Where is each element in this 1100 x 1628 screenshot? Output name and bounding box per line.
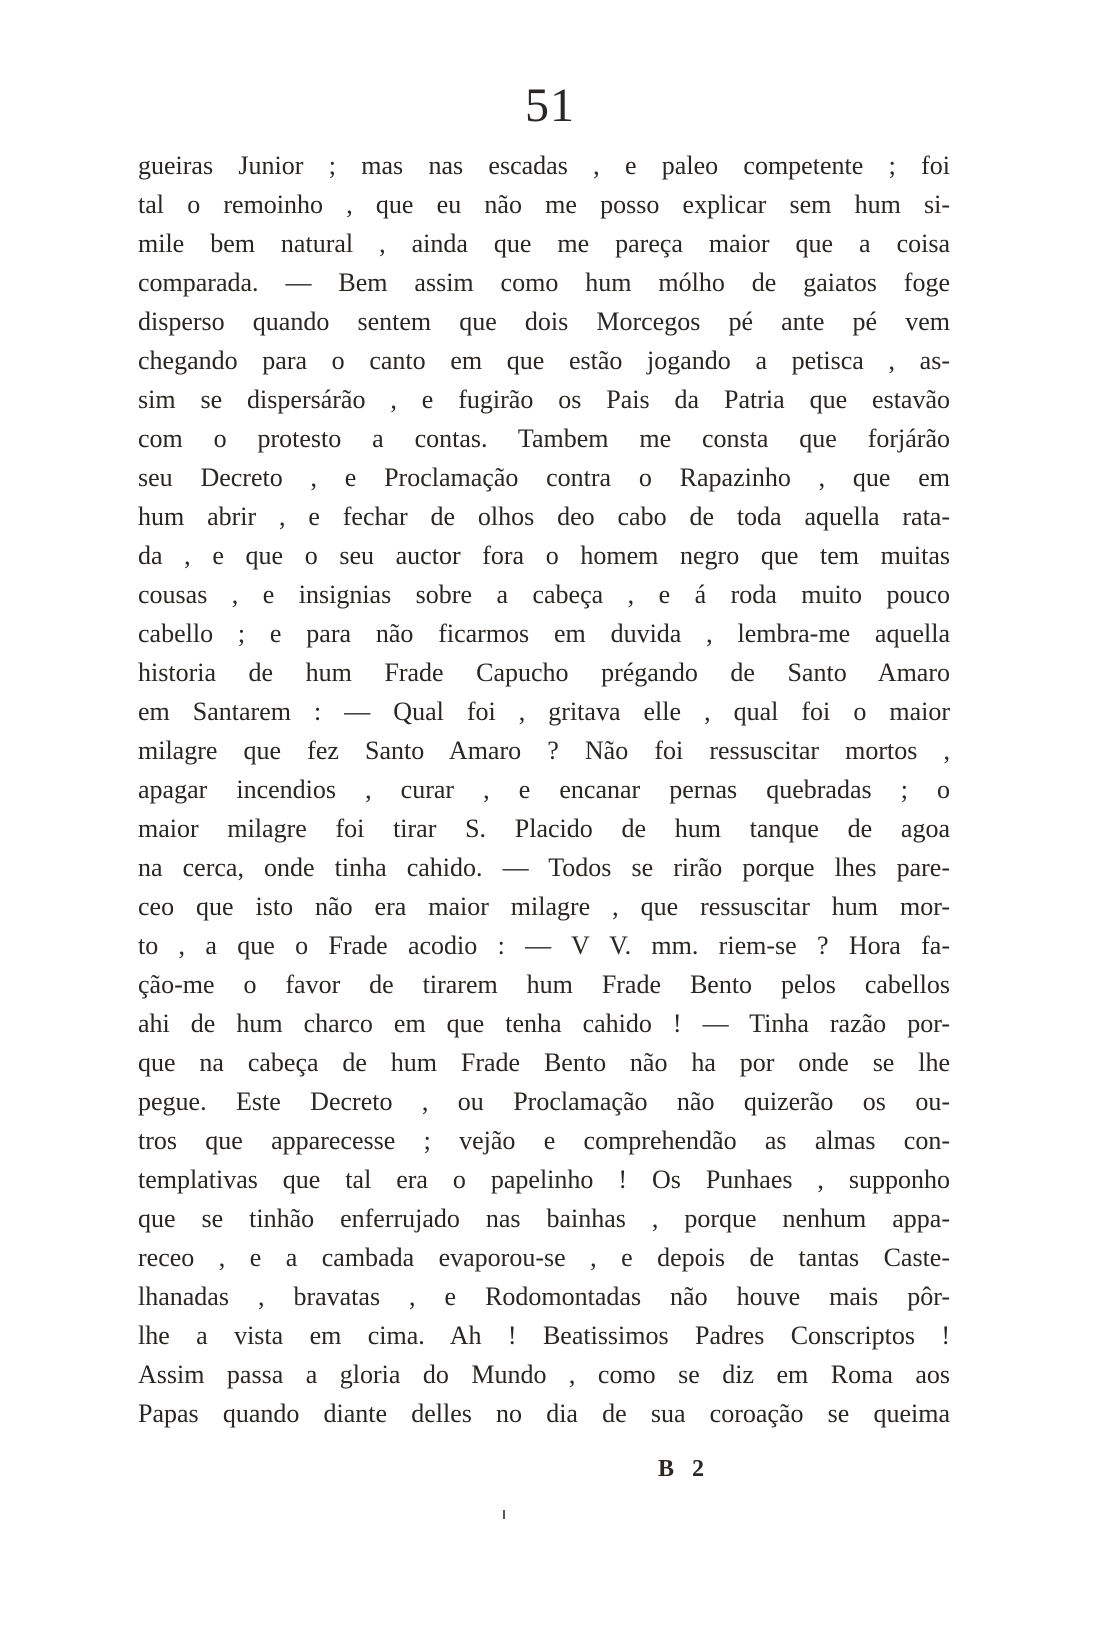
text-line: ceo que isto não era maior milagre , que ressuscitar hum mor-	[138, 892, 950, 921]
text-line: historia de hum Frade Capucho prégando de Santo Amaro	[138, 658, 950, 687]
text-line: na cerca, onde tinha cahido. — Todos se rirão porque lhes pare-	[138, 853, 950, 882]
text-line: Papas quando diante delles no dia de sua coroação se queima	[138, 1399, 950, 1428]
text-line: ção-me o favor de tirarem hum Frade Bento pelos cabellos	[138, 970, 950, 999]
text-line: com o protesto a contas. Tambem me consta que forjárão	[138, 424, 950, 453]
text-line: comparada. — Bem assim como hum mólho de gaiatos foge	[138, 268, 950, 297]
text-line: seu Decreto , e Proclamação contra o Rapazinho , que em	[138, 463, 950, 492]
text-line: cousas , e insignias sobre a cabeça , e á roda muito pouco	[138, 580, 950, 609]
text-line: disperso quando sentem que dois Morcegos pé ante pé vem	[138, 307, 950, 336]
signature-mark: B 2	[657, 1456, 710, 1482]
text-line: cabello ; e para não ficarmos em duvida , lembra-me aquella	[138, 619, 950, 648]
ink-speck	[503, 1510, 505, 1519]
text-line: mile bem natural , ainda que me pareça maior que a coisa	[138, 229, 950, 258]
text-line: templativas que tal era o papelinho ! Os Punhaes , supponho	[138, 1165, 950, 1194]
text-line: to , a que o Frade acodio : — V V. mm. riem-se ? Hora fa-	[138, 931, 950, 960]
text-line: lhe a vista em cima. Ah ! Beatissimos Padres Conscriptos !	[138, 1321, 950, 1350]
text-line: pegue. Este Decreto , ou Proclamação não quizerão os ou-	[138, 1087, 950, 1116]
text-line: maior milagre foi tirar S. Placido de hum tanque de agoa	[138, 814, 950, 843]
text-line: tros que apparecesse ; vejão e comprehendão as almas con-	[138, 1126, 950, 1155]
text-line: milagre que fez Santo Amaro ? Não foi ressuscitar mortos ,	[138, 736, 950, 765]
text-line: que se tinhão enferrujado nas bainhas , porque nenhum appa-	[138, 1204, 950, 1233]
page-number: 51	[525, 79, 575, 132]
text-line: que na cabeça de hum Frade Bento não ha por onde se lhe	[138, 1048, 950, 1077]
text-line: da , e que o seu auctor fora o homem negro que tem muitas	[138, 541, 950, 570]
text-line: Assim passa a gloria do Mundo , como se diz em Roma aos	[138, 1360, 950, 1389]
text-line: tal o remoinho , que eu não me posso explicar sem hum si-	[138, 190, 950, 219]
body-text	[138, 146, 950, 1433]
text-line: hum abrir , e fechar de olhos deo cabo de toda aquella rata-	[138, 502, 950, 531]
text-line: apagar incendios , curar , e encanar pernas quebradas ; o	[138, 775, 950, 804]
text-line: chegando para o canto em que estão jogando a petisca , as-	[138, 346, 950, 375]
text-line: lhanadas , bravatas , e Rodomontadas não houve mais pôr-	[138, 1282, 950, 1311]
text-line: ahi de hum charco em que tenha cahido ! — Tinha razão por-	[138, 1009, 950, 1038]
text-line: em Santarem : — Qual foi , gritava elle , qual foi o maior	[138, 697, 950, 726]
text-line: receo , e a cambada evaporou-se , e depois de tantas Caste-	[138, 1243, 950, 1272]
text-line: sim se dispersárão , e fugirão os Pais da Patria que estavão	[138, 385, 950, 414]
text-line: gueiras Junior ; mas nas escadas , e paleo competente ; foi	[138, 151, 950, 180]
